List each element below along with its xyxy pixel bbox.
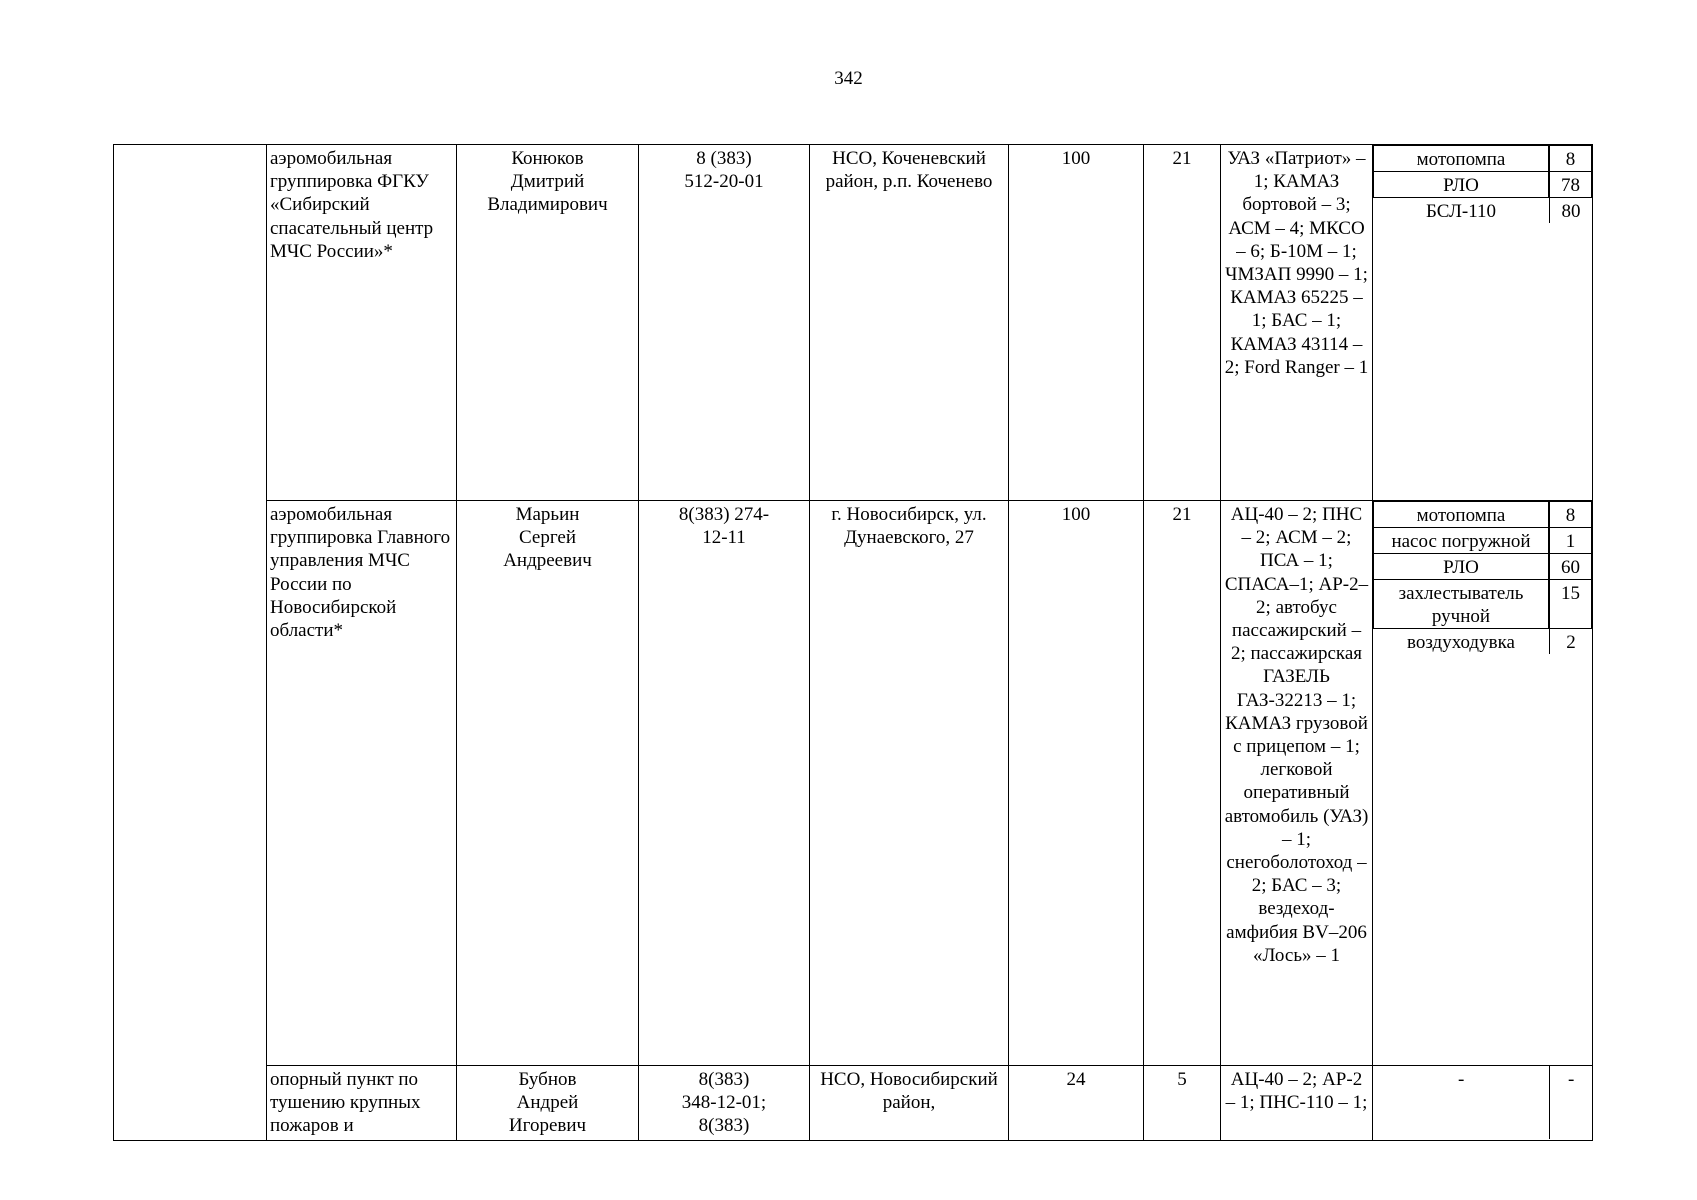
resources-table bbox=[113, 144, 1593, 1141]
equipment-qty: 15 bbox=[1549, 580, 1592, 629]
address-cell: НСО, Коченевский район, р.п. Коченево bbox=[810, 145, 1009, 501]
equipment-qty: 80 bbox=[1549, 198, 1592, 223]
equipment-name: захлестыватель ручной bbox=[1373, 580, 1549, 629]
unit-name-cell: аэромобильная группировка Главного управления МЧС России по Новосибирской области* bbox=[267, 501, 457, 1066]
phone-cell: 8(383) 274-12-11 bbox=[639, 501, 810, 1066]
vehicles-cell: АЦ-40 – 2; ПНС – 2; АСМ – 2; ПСА – 1; СПАСА–1; АР-2– 2; автобус пассажирский – 2; пассажирская ГАЗЕЛЬ ГАЗ-32213 – 1; КАМАЗ грузовой с прицепом – 1; легковой оперативный автомобиль (УАЗ) – 1; снегоболотоход – 2; БАС – 3; вездеход-амфибия BV–206 «Лось» – 1 bbox=[1221, 501, 1373, 1066]
units-count-cell: 21 bbox=[1144, 501, 1221, 1066]
region-cell bbox=[114, 145, 267, 1141]
equipment-qty: 60 bbox=[1549, 554, 1592, 580]
page-number: 342 bbox=[834, 68, 863, 89]
equipment-name: - bbox=[1458, 1069, 1465, 1090]
units-count-cell: 21 bbox=[1144, 145, 1221, 501]
phone-cell: 8 (383) 512-20-01 bbox=[639, 145, 810, 501]
equipment-qty: 78 bbox=[1549, 172, 1592, 198]
equipment-row bbox=[1373, 198, 1592, 223]
equipment-qty: 8 bbox=[1549, 145, 1592, 172]
equipment-row bbox=[1373, 580, 1592, 629]
units-count-cell: 5 bbox=[1144, 1066, 1221, 1141]
personnel-cell: 24 bbox=[1009, 1066, 1144, 1141]
head-name-cell: Бубнов Андрей Игоревич bbox=[457, 1066, 639, 1141]
equipment-qty: 1 bbox=[1549, 528, 1592, 554]
head-name-cell: Конюков Дмитрий Владимирович bbox=[457, 145, 639, 501]
unit-name-cell: аэромобильная группировка ФГКУ «Сибирский спасательный центр МЧС России»* bbox=[267, 145, 457, 501]
equipment-row bbox=[1373, 554, 1592, 580]
table-row bbox=[114, 1066, 1593, 1141]
vehicles-cell: УАЗ «Патриот» – 1; КАМАЗ бортовой – 3; АСМ – 4; МКСО – 6; Б-10М – 1; ЧМЗАП 9990 – 1; КАМАЗ 65225 – 1; БАС – 1; КАМАЗ 43114 – 2; Ford Ranger – 1 bbox=[1221, 145, 1373, 501]
address-cell: г. Новосибирск, ул. Дунаевского, 27 bbox=[810, 501, 1009, 1066]
equipment-cell bbox=[1373, 1066, 1593, 1141]
head-name-cell: Марьин Сергей Андреевич bbox=[457, 501, 639, 1066]
equipment-name: мотопомпа bbox=[1373, 145, 1549, 172]
equipment-row bbox=[1373, 172, 1592, 198]
personnel-cell: 100 bbox=[1009, 145, 1144, 501]
vehicles-cell: АЦ-40 – 2; АР-2 – 1; ПНС-110 – 1; bbox=[1221, 1066, 1373, 1141]
equipment-table bbox=[1373, 145, 1592, 223]
unit-name-cell: опорный пункт по тушению крупных пожаров и bbox=[267, 1066, 457, 1141]
equipment-table bbox=[1373, 1066, 1592, 1139]
table-row bbox=[114, 501, 1593, 1066]
equipment-row bbox=[1373, 145, 1592, 172]
equipment-name: БСЛ-110 bbox=[1426, 201, 1496, 222]
equipment-name: воздуходувка bbox=[1407, 632, 1515, 653]
equipment-row bbox=[1373, 528, 1592, 554]
equipment-cell bbox=[1373, 145, 1593, 501]
equipment-cell bbox=[1373, 501, 1593, 1066]
equipment-table bbox=[1373, 501, 1592, 654]
personnel-cell: 100 bbox=[1009, 501, 1144, 1066]
address-cell: НСО, Новосибирский район, bbox=[810, 1066, 1009, 1141]
equipment-qty: - bbox=[1549, 1066, 1592, 1139]
phone-cell: 8(383) 348-12-01; 8(383) bbox=[639, 1066, 810, 1141]
equipment-qty: 8 bbox=[1549, 501, 1592, 528]
equipment-row bbox=[1373, 629, 1592, 654]
equipment-qty: 2 bbox=[1549, 629, 1592, 654]
table-row bbox=[114, 145, 1593, 501]
equipment-name: мотопомпа bbox=[1373, 501, 1549, 528]
equipment-name: РЛО bbox=[1373, 554, 1549, 580]
equipment-name: насос погружной bbox=[1373, 528, 1549, 554]
equipment-name: РЛО bbox=[1373, 172, 1549, 198]
equipment-row bbox=[1373, 501, 1592, 528]
